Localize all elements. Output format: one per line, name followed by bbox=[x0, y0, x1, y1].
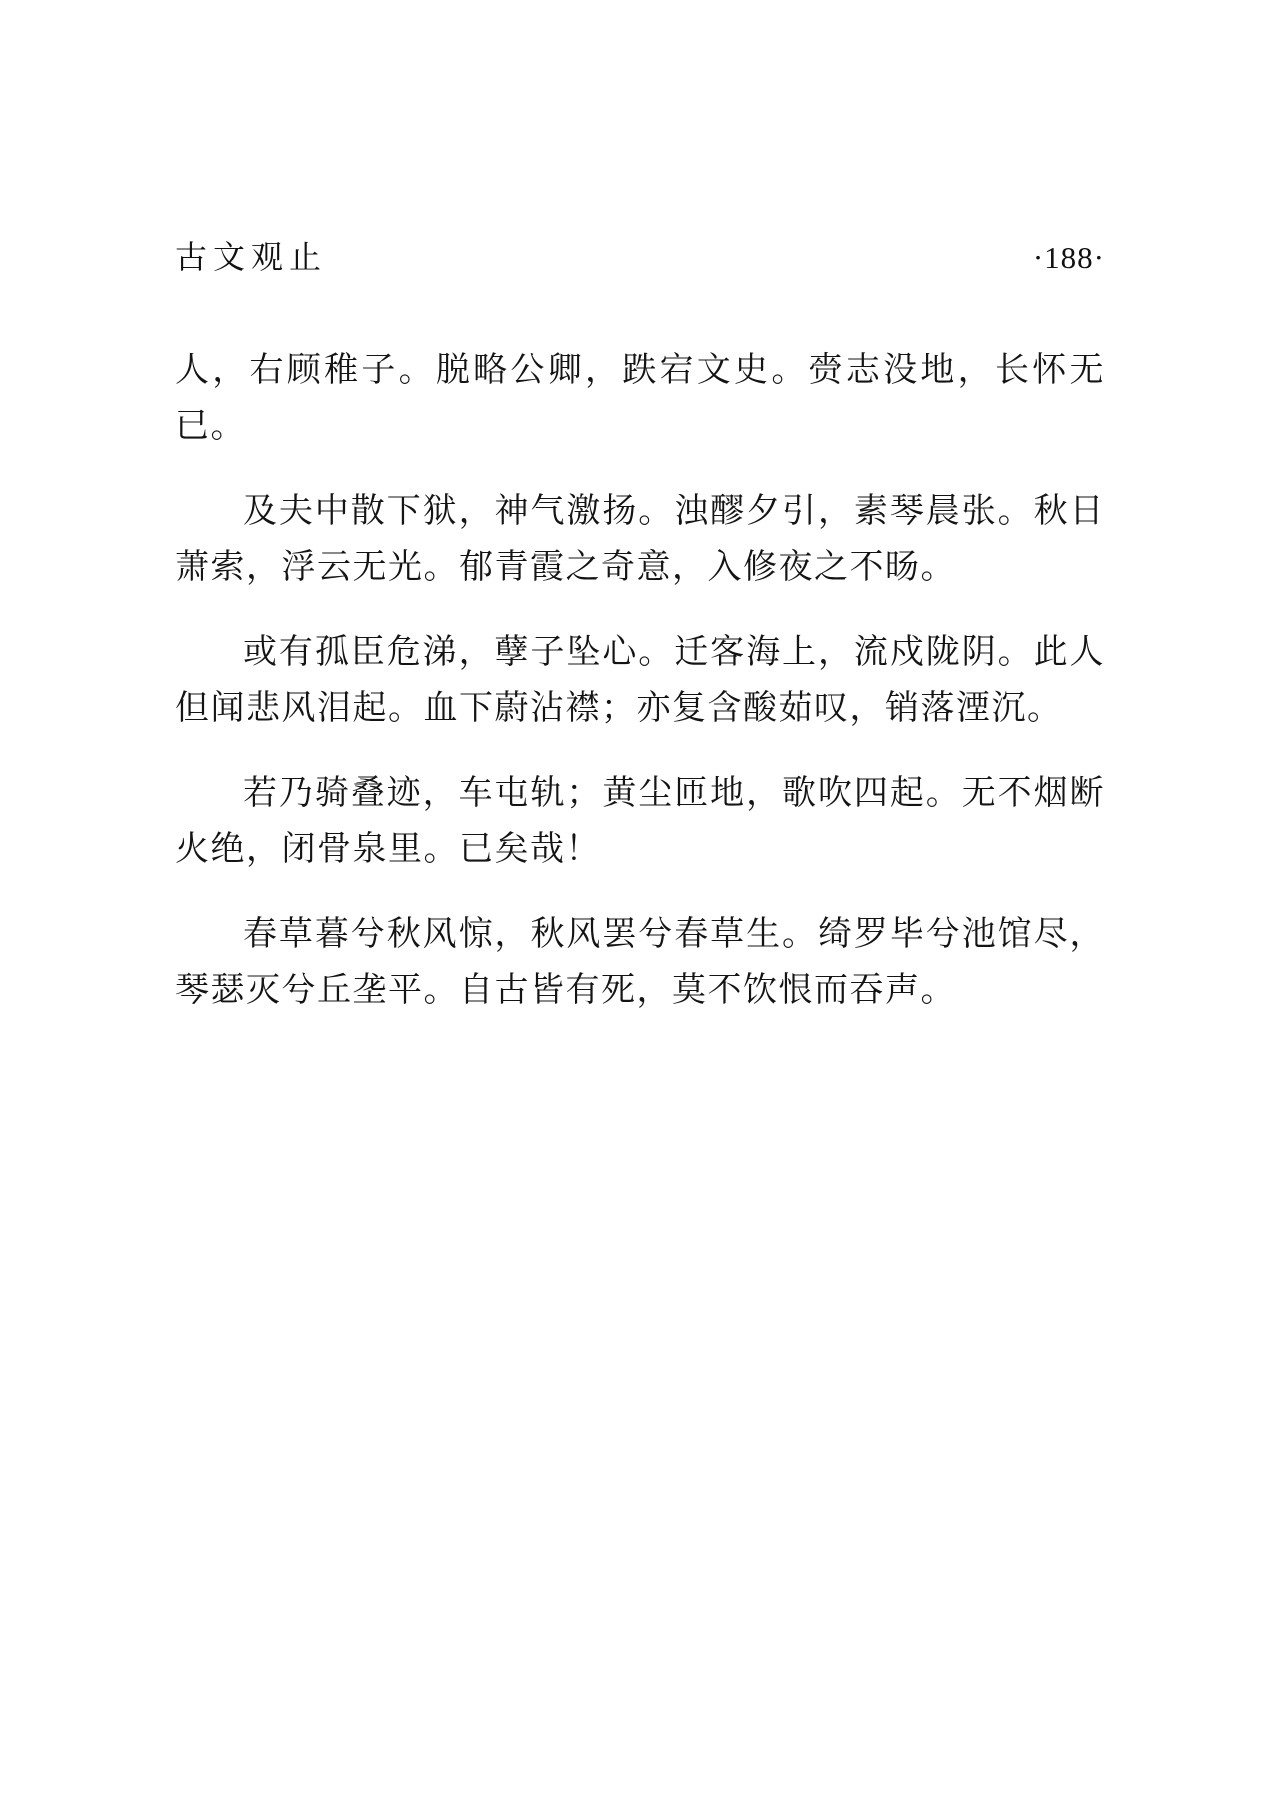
paragraph: 及夫中散下狱，神气激扬。浊醪夕引，素琴晨张。秋日萧索，浮云无光。郁青霞之奇意，入修夜之不旸。 bbox=[175, 493, 1105, 586]
page-number: ·188· bbox=[1032, 240, 1105, 275]
book-title: 古文观止 bbox=[175, 239, 328, 275]
paragraph: 春草暮兮秋风惊，秋风罢兮春草生。绮罗毕兮池馆尽，琴瑟灭兮丘垄平。自古皆有死，莫不饮恨而吞声。 bbox=[175, 916, 1105, 1009]
paragraph: 人，右顾稚子。脱略公卿，跌宕文史。赍志没地，长怀无已。 bbox=[175, 352, 1105, 445]
paragraph: 或有孤臣危涕，孽子坠心。迁客海上，流戍陇阴。此人但闻悲风泪起。血下蔚沾襟；亦复含酸茹叹，销落湮沉。 bbox=[175, 634, 1105, 727]
page-header bbox=[175, 238, 1105, 277]
page-body bbox=[175, 343, 1105, 1019]
paragraph: 若乃骑叠迹，车屯轨；黄尘匝地，歌吹四起。无不烟断火绝，闭骨泉里。已矣哉！ bbox=[175, 775, 1105, 868]
